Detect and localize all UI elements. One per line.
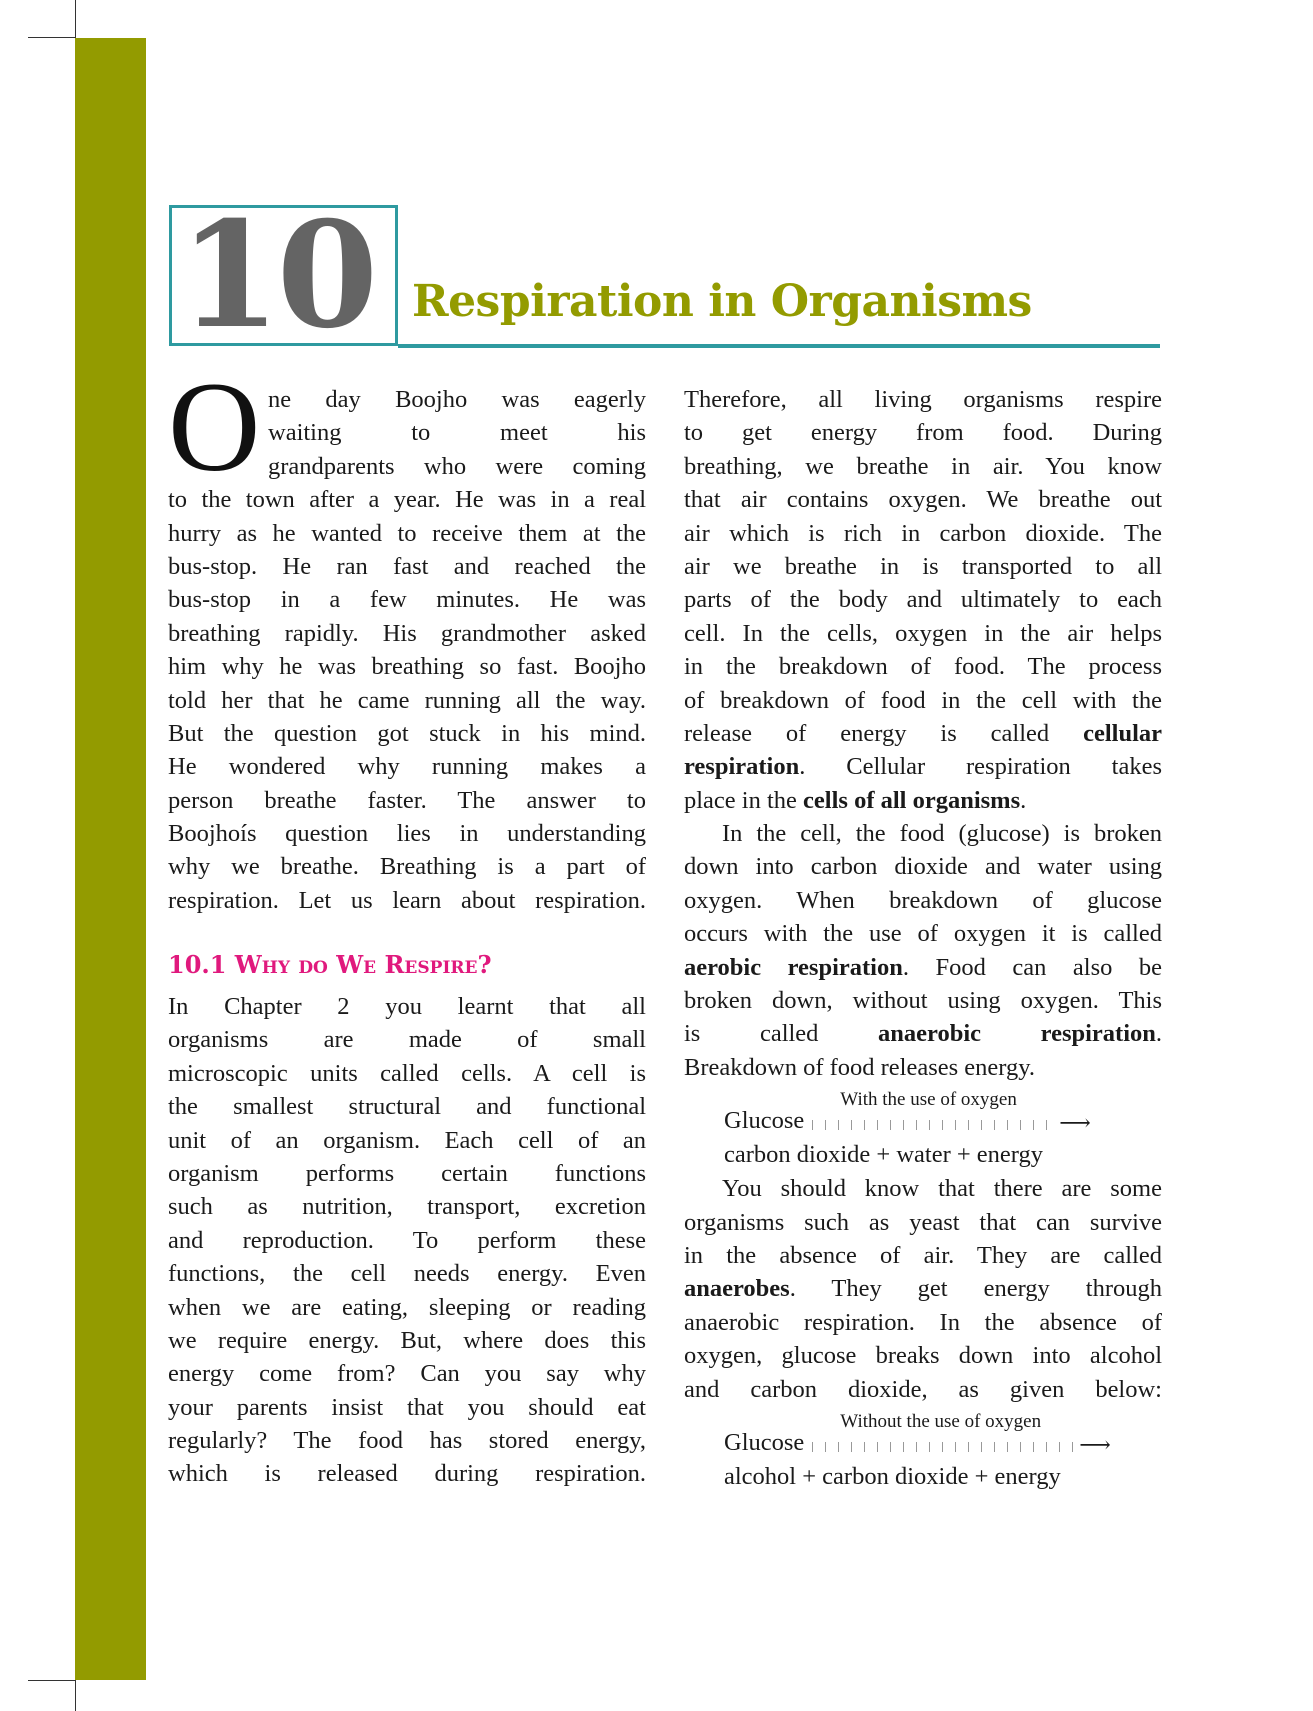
right-column — [684, 383, 1162, 1494]
text-segment: why we breathe. Breathing is a part of — [168, 853, 646, 881]
text-segment: cell. In the cells, oxygen in the air helps — [684, 619, 1162, 647]
text-segment: the smallest structural and functional — [168, 1093, 646, 1121]
text-segment: functions, the cell needs energy. Even — [168, 1260, 646, 1288]
text-segment: waiting to meet his — [268, 419, 646, 447]
bold-term: cellular — [1083, 719, 1162, 747]
text-segment: to get energy from food. During — [684, 419, 1162, 447]
text-segment: organisms such as yeast that can survive — [684, 1208, 1162, 1236]
text-segment: in the breakdown of food. The process — [684, 653, 1162, 681]
text-segment: bus-stop in a few minutes. He was — [168, 586, 646, 614]
text-segment: in the absence of air. They are called — [684, 1241, 1162, 1269]
text-segment: your parents insist that you should eat — [168, 1393, 646, 1421]
text-segment: such as nutrition, transport, excretion — [168, 1193, 646, 1221]
text-segment: . Cellular respiration takes — [799, 753, 1162, 781]
right-para2 — [684, 817, 1162, 1084]
text-segment: oxygen. When breakdown of glucose — [684, 886, 1162, 914]
text-line — [684, 1206, 1162, 1239]
text-line — [168, 684, 646, 717]
text-segment: and carbon dioxide, as given below: — [684, 1375, 1162, 1403]
text-segment: . — [1155, 1020, 1162, 1048]
left-column-para1 — [168, 383, 646, 917]
text-line — [168, 416, 646, 449]
text-line — [684, 984, 1162, 1017]
text-line — [684, 583, 1162, 616]
text-line — [168, 383, 646, 416]
text-segment: air which is rich in carbon dioxide. The — [684, 519, 1162, 547]
text-line — [168, 1124, 646, 1157]
text-segment: breathing rapidly. His grandmother asked — [168, 619, 646, 647]
text-segment: person breathe faster. The answer to — [168, 786, 646, 814]
left-column-para2 — [168, 990, 646, 1491]
text-line — [684, 951, 1162, 984]
text-line — [168, 850, 646, 883]
text-line — [684, 650, 1162, 683]
text-line — [684, 1172, 1162, 1205]
text-segment: we require energy. But, where does this — [168, 1326, 646, 1354]
bold-term: respiration — [684, 753, 800, 781]
text-line — [168, 1023, 646, 1056]
text-line — [168, 990, 646, 1023]
text-line — [684, 817, 1162, 850]
text-line — [684, 1239, 1162, 1272]
right-para1 — [684, 383, 1162, 817]
text-line — [684, 784, 1162, 817]
text-line — [684, 884, 1162, 917]
text-segment: parts of the body and ultimately to each — [684, 586, 1162, 614]
section-heading: 10.1 Why do We Respire? — [168, 950, 492, 979]
text-line — [168, 1257, 646, 1290]
bold-term: cells of all organisms — [803, 786, 1021, 814]
arrow-head-icon: ⟶ — [1059, 1110, 1091, 1136]
text-line — [168, 1357, 646, 1390]
text-line — [684, 1373, 1162, 1406]
crop-mark — [28, 37, 75, 38]
text-segment: microscopic units called cells. A cell is — [168, 1059, 646, 1087]
text-line — [168, 1224, 646, 1257]
text-line — [168, 750, 646, 783]
text-segment: and reproduction. To perform these — [168, 1226, 646, 1254]
text-line — [168, 450, 646, 483]
text-segment: Therefore, all living organisms respire — [684, 386, 1162, 413]
equation-reactant: Glucose — [724, 1428, 805, 1456]
text-line — [168, 717, 646, 750]
text-line — [168, 550, 646, 583]
text-line — [684, 517, 1162, 550]
text-segment: grandparents who were coming — [268, 452, 646, 480]
text-segment: organism performs certain functions — [168, 1159, 646, 1187]
text-line — [168, 583, 646, 616]
text-segment: unit of an organism. Each cell of an — [168, 1126, 646, 1154]
text-segment: . They get energy through — [789, 1275, 1162, 1303]
text-line — [168, 1057, 646, 1090]
text-line — [684, 450, 1162, 483]
reaction-arrow — [812, 1410, 1111, 1460]
text-segment: In the cell, the food (glucose) is broken — [722, 820, 1162, 848]
text-line — [168, 1391, 646, 1424]
text-segment: You should know that there are some — [722, 1175, 1162, 1203]
text-line — [168, 1457, 646, 1490]
drop-cap: O — [168, 356, 261, 498]
text-segment: which is released during respiration. — [168, 1460, 646, 1488]
text-segment: broken down, without using oxygen. This — [684, 987, 1162, 1015]
text-segment: But the question got stuck in his mind. — [168, 719, 646, 747]
text-line — [684, 1306, 1162, 1339]
arrow-head-icon: ⟶ — [1079, 1431, 1111, 1457]
reaction-arrow — [812, 1089, 1091, 1138]
text-segment: . — [1020, 786, 1027, 814]
text-segment: energy come from? Can you say why — [168, 1360, 646, 1388]
equation-products: carbon dioxide + water + energy — [724, 1141, 1044, 1169]
text-line — [684, 483, 1162, 516]
text-segment: bus-stop. He ran fast and reached the — [168, 552, 646, 580]
crop-mark — [28, 1680, 75, 1681]
text-segment: respiration. Let us learn about respiration. — [168, 886, 646, 914]
text-line — [684, 850, 1162, 883]
text-line — [684, 617, 1162, 650]
text-segment: to the town after a year. He was in a real — [168, 486, 646, 514]
text-segment: . Food can also be — [902, 953, 1162, 981]
text-line — [684, 1272, 1162, 1305]
crop-mark — [75, 1680, 76, 1711]
bold-term: aerobic respiration — [684, 953, 903, 981]
text-segment: He wondered why running makes a — [168, 753, 646, 781]
bold-term: anaerobes — [684, 1275, 790, 1303]
text-segment: release of energy is called — [684, 719, 1084, 747]
text-segment: Boojhoís question lies in understanding — [168, 820, 646, 848]
text-segment: occurs with the use of oxygen it is called — [684, 920, 1162, 948]
text-segment: Breakdown of food releases energy. — [684, 1053, 1036, 1081]
text-line — [684, 1017, 1162, 1050]
text-line — [684, 416, 1162, 449]
text-line — [684, 684, 1162, 717]
text-line — [684, 917, 1162, 950]
aerobic-equation — [684, 1089, 1162, 1172]
text-segment: regularly? The food has stored energy, — [168, 1427, 646, 1455]
text-line — [168, 784, 646, 817]
text-line — [168, 1190, 646, 1223]
text-line — [168, 1090, 646, 1123]
text-line — [168, 483, 646, 516]
right-para3 — [684, 1172, 1162, 1406]
text-line — [684, 1051, 1162, 1084]
margin-color-bar — [75, 38, 146, 1680]
text-segment: that air contains oxygen. We breathe out — [684, 486, 1162, 514]
equation-reactant: Glucose — [724, 1107, 805, 1135]
text-line — [168, 1157, 646, 1190]
text-segment: when we are eating, sleeping or reading — [168, 1293, 646, 1321]
text-segment: him why he was breathing so fast. Boojho — [168, 653, 646, 681]
equation-products: alcohol + carbon dioxide + energy — [724, 1462, 1061, 1490]
text-segment: breathing, we breathe in air. You know — [684, 452, 1162, 480]
text-line — [168, 617, 646, 650]
text-line — [684, 550, 1162, 583]
text-line — [168, 884, 646, 917]
text-line — [168, 517, 646, 550]
chapter-number: 10 — [179, 190, 375, 361]
arrow-condition: With the use of oxygen — [840, 1089, 1017, 1111]
chapter-title: Respiration in Organisms — [412, 276, 1032, 327]
text-line — [684, 717, 1162, 750]
text-segment: of breakdown of food in the cell with the — [684, 686, 1162, 714]
text-segment: air we breathe in is transported to all — [684, 552, 1162, 580]
text-segment: organisms are made of small — [168, 1026, 646, 1054]
text-segment: place in the — [684, 786, 804, 814]
text-segment: told her that he came running all the way. — [168, 686, 646, 714]
title-underline — [398, 344, 1160, 348]
text-line — [168, 1291, 646, 1324]
arrow-condition: Without the use of oxygen — [840, 1410, 1042, 1432]
anaerobic-equation — [684, 1410, 1162, 1494]
text-line — [684, 383, 1162, 416]
text-line — [168, 1424, 646, 1457]
text-segment: down into carbon dioxide and water using — [684, 853, 1162, 881]
text-segment: In Chapter 2 you learnt that all — [168, 993, 646, 1020]
text-line — [168, 1324, 646, 1357]
text-segment: hurry as he wanted to receive them at the — [168, 519, 646, 547]
text-line — [684, 750, 1162, 783]
text-segment: oxygen, glucose breaks down into alcohol — [684, 1342, 1162, 1370]
bold-term: anaerobic respiration — [878, 1020, 1156, 1048]
text-line — [684, 1339, 1162, 1372]
crop-mark — [75, 0, 76, 38]
text-segment: ne day Boojho was eagerly — [268, 386, 646, 413]
text-segment: is called — [684, 1020, 879, 1048]
text-segment: anaerobic respiration. In the absence of — [684, 1308, 1162, 1336]
text-line — [168, 817, 646, 850]
text-line — [168, 650, 646, 683]
